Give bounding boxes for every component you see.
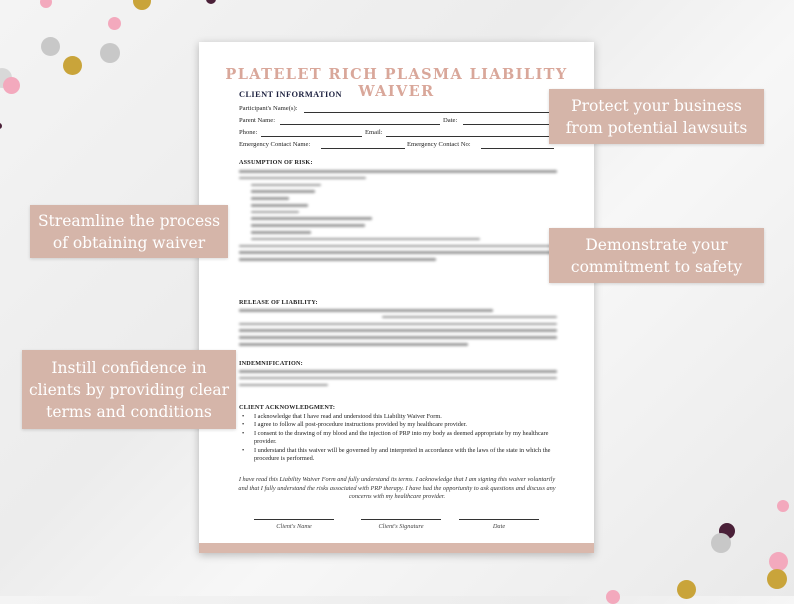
confetti-dot <box>206 0 216 4</box>
emergency-name-field[interactable] <box>321 148 405 149</box>
release-body-blurred <box>239 309 557 350</box>
confetti-dot <box>3 77 20 94</box>
acknowledgment-list <box>239 413 559 463</box>
callout-protect: Protect your business from potential lawsuits <box>549 89 764 144</box>
confetti-dot <box>777 500 789 512</box>
confetti-dot <box>606 590 620 604</box>
email-field[interactable] <box>386 136 554 137</box>
list-item: • I understand that this waiver will be governed by and interpreted in accordance with the laws of the state in which the procedure is performed. <box>242 446 551 463</box>
acknowledgment-heading: CLIENT ACKNOWLEDGMENT: <box>239 404 336 411</box>
date-label: Date: <box>443 117 458 124</box>
signature-date-label: Date <box>492 523 506 530</box>
release-heading: RELEASE OF LIABILITY: <box>239 299 318 306</box>
phone-field[interactable] <box>261 136 362 137</box>
client-signature-field[interactable] <box>361 519 441 530</box>
indemnification-body-blurred <box>239 370 557 390</box>
signature-date-field[interactable] <box>459 519 539 530</box>
email-label: Email: <box>365 129 383 136</box>
confetti-dot <box>767 569 787 589</box>
list-item: • I acknowledge that I have read and understood this Liability Waiver Form. <box>242 413 442 420</box>
parent-label: Parent Name: <box>239 117 276 124</box>
confetti-dot <box>133 0 151 10</box>
confetti-dot <box>40 0 52 8</box>
confetti-dot <box>677 580 696 599</box>
assumption-body-blurred <box>239 170 557 265</box>
date-field[interactable] <box>463 124 554 125</box>
document-footer-bar <box>199 543 594 553</box>
agreement-statement: I have read this Liability Waiver Form and fully understand its terms. I acknowledge that I am signing this waiver voluntarily and that I fully understand the risks associated with PRP therapy. I have had the opportunity to ask questions and discuss any concerns with my healthcare provider. <box>238 476 556 501</box>
confetti-dot <box>108 17 121 30</box>
indemnification-heading: INDEMNIFICATION: <box>239 360 303 367</box>
confetti-dot <box>0 123 2 129</box>
emergency-no-label: Emergency Contact No: <box>407 141 471 148</box>
participant-field[interactable] <box>304 112 554 113</box>
client-signature-label: Client's Signature <box>378 523 424 530</box>
callout-streamline: Streamline the process of obtaining waiver <box>30 205 228 258</box>
participant-label: Participant's Name(s): <box>239 105 298 112</box>
confetti-dot <box>100 43 120 63</box>
list-item: • I agree to follow all post-procedure instructions provided by my healthcare provider. <box>242 421 467 429</box>
client-name-signature-field[interactable] <box>254 519 334 530</box>
client-info-heading: CLIENT INFORMATION <box>239 90 342 99</box>
document-title: PLATELET RICH PLASMA LIABILITY WAIVER <box>225 66 568 100</box>
client-name-label: Client's Name <box>276 523 312 530</box>
phone-label: Phone: <box>239 129 258 136</box>
list-item: • I consent to the drawing of my blood and the injection of PRP into my body as deemed appropriate by my healthcare provider. <box>242 429 549 446</box>
assumption-heading: ASSUMPTION OF RISK: <box>239 159 313 166</box>
parent-field[interactable] <box>280 124 440 125</box>
confetti-dot <box>41 37 60 56</box>
waiver-document <box>199 42 594 553</box>
emergency-no-field[interactable] <box>481 148 554 149</box>
confetti-dot <box>711 533 731 553</box>
emergency-name-label: Emergency Contact Name: <box>239 141 311 148</box>
confetti-dot <box>63 56 82 75</box>
callout-demonstrate: Demonstrate your commitment to safety <box>549 228 764 283</box>
callout-instill: Instill confidence in clients by providing clear terms and conditions <box>22 350 236 429</box>
